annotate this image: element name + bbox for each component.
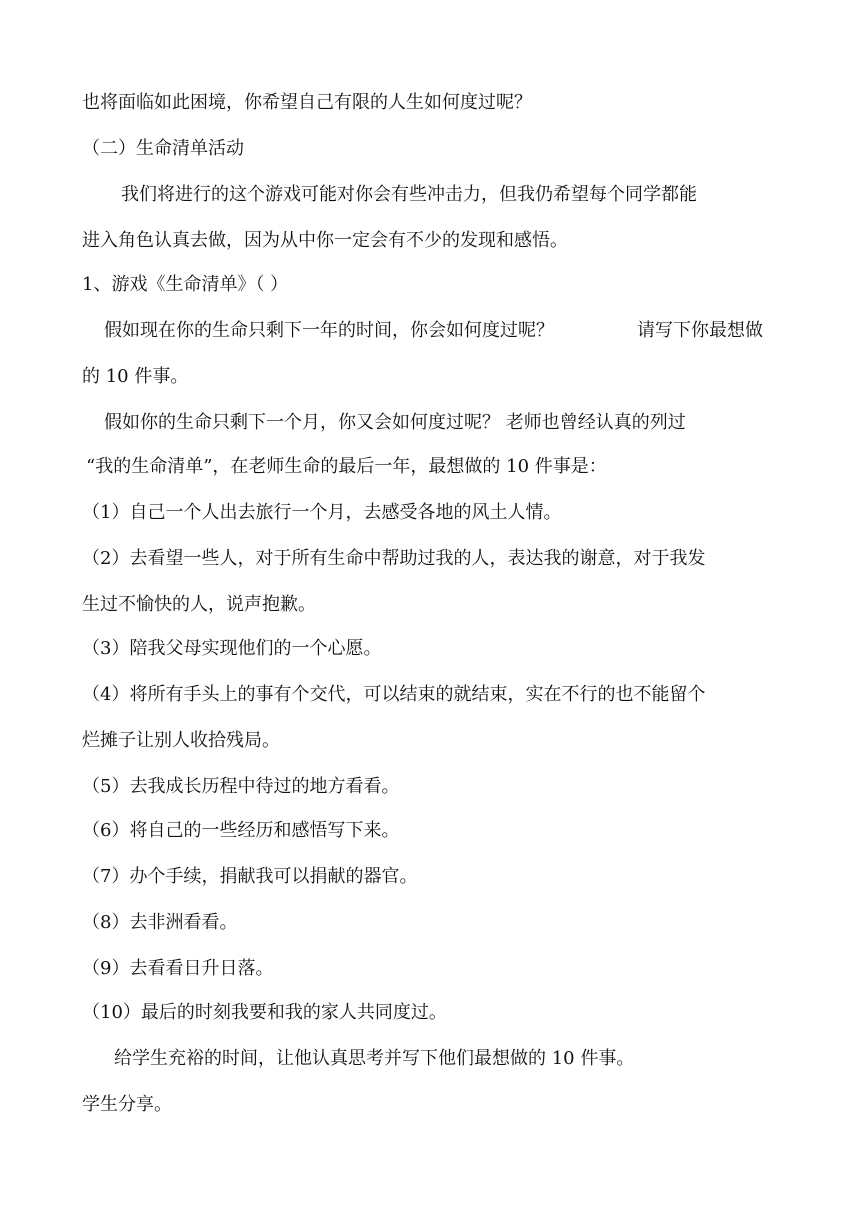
list-item: （1）自己一个人出去旅行一个月，去感受各地的风土人情。 [82,502,562,523]
paragraph-line: “我的生命清单”，在老师生命的最后一年，最想做的 10 件事是： [86,456,607,477]
list-item: （2）去看望一些人，对于所有生命中帮助过我的人，表达我的谢意，对于我发 [82,548,706,569]
list-item: （7）办个手续，捐献我可以捐献的器官。 [82,866,418,887]
paragraph-line: 进入角色认真去做，因为从中你一定会有不少的发现和感悟。 [82,230,568,251]
paragraph-line: 假如现在你的生命只剩下一年的时间，你会如何度过呢？ [104,320,554,341]
list-item: （8）去非洲看看。 [82,912,238,933]
paragraph-line: 也将面临如此困境，你希望自己有限的人生如何度过呢？ [82,92,532,113]
paragraph-line: 假如你的生命只剩下一个月，你又会如何度过呢？ 老师也曾经认真的列过 [104,412,686,433]
paragraph-line: 的 10 件事。 [82,366,189,387]
subsection-heading: 1、游戏《生命清单》（ ） [82,274,289,295]
paragraph-line: 给学生充裕的时间，让他认真思考并写下他们最想做的 10 件事。 [114,1048,635,1069]
paragraph-line: 请写下你最想做 [637,320,763,341]
list-item: （4）将所有手头上的事有个交代，可以结束的就结束，实在不行的也不能留个 [82,684,706,705]
paragraph-line: 我们将进行的这个游戏可能对你会有些冲击力，但我仍希望每个同学都能 [121,184,697,205]
section-heading: （二）生命清单活动 [82,138,244,159]
list-item: （9）去看看日升日落。 [82,958,274,979]
list-item-continuation: 烂摊子让别人收拾残局。 [82,730,280,751]
list-item: （6）将自己的一些经历和感悟写下来。 [82,820,400,841]
list-item: （5）去我成长历程中待过的地方看看。 [82,776,400,797]
list-item-continuation: 生过不愉快的人，说声抱歉。 [82,594,316,615]
paragraph-line: 学生分享。 [82,1094,172,1115]
list-item: （10）最后的时刻我要和我的家人共同度过。 [82,1002,447,1023]
list-item: （3）陪我父母实现他们的一个心愿。 [82,638,382,659]
